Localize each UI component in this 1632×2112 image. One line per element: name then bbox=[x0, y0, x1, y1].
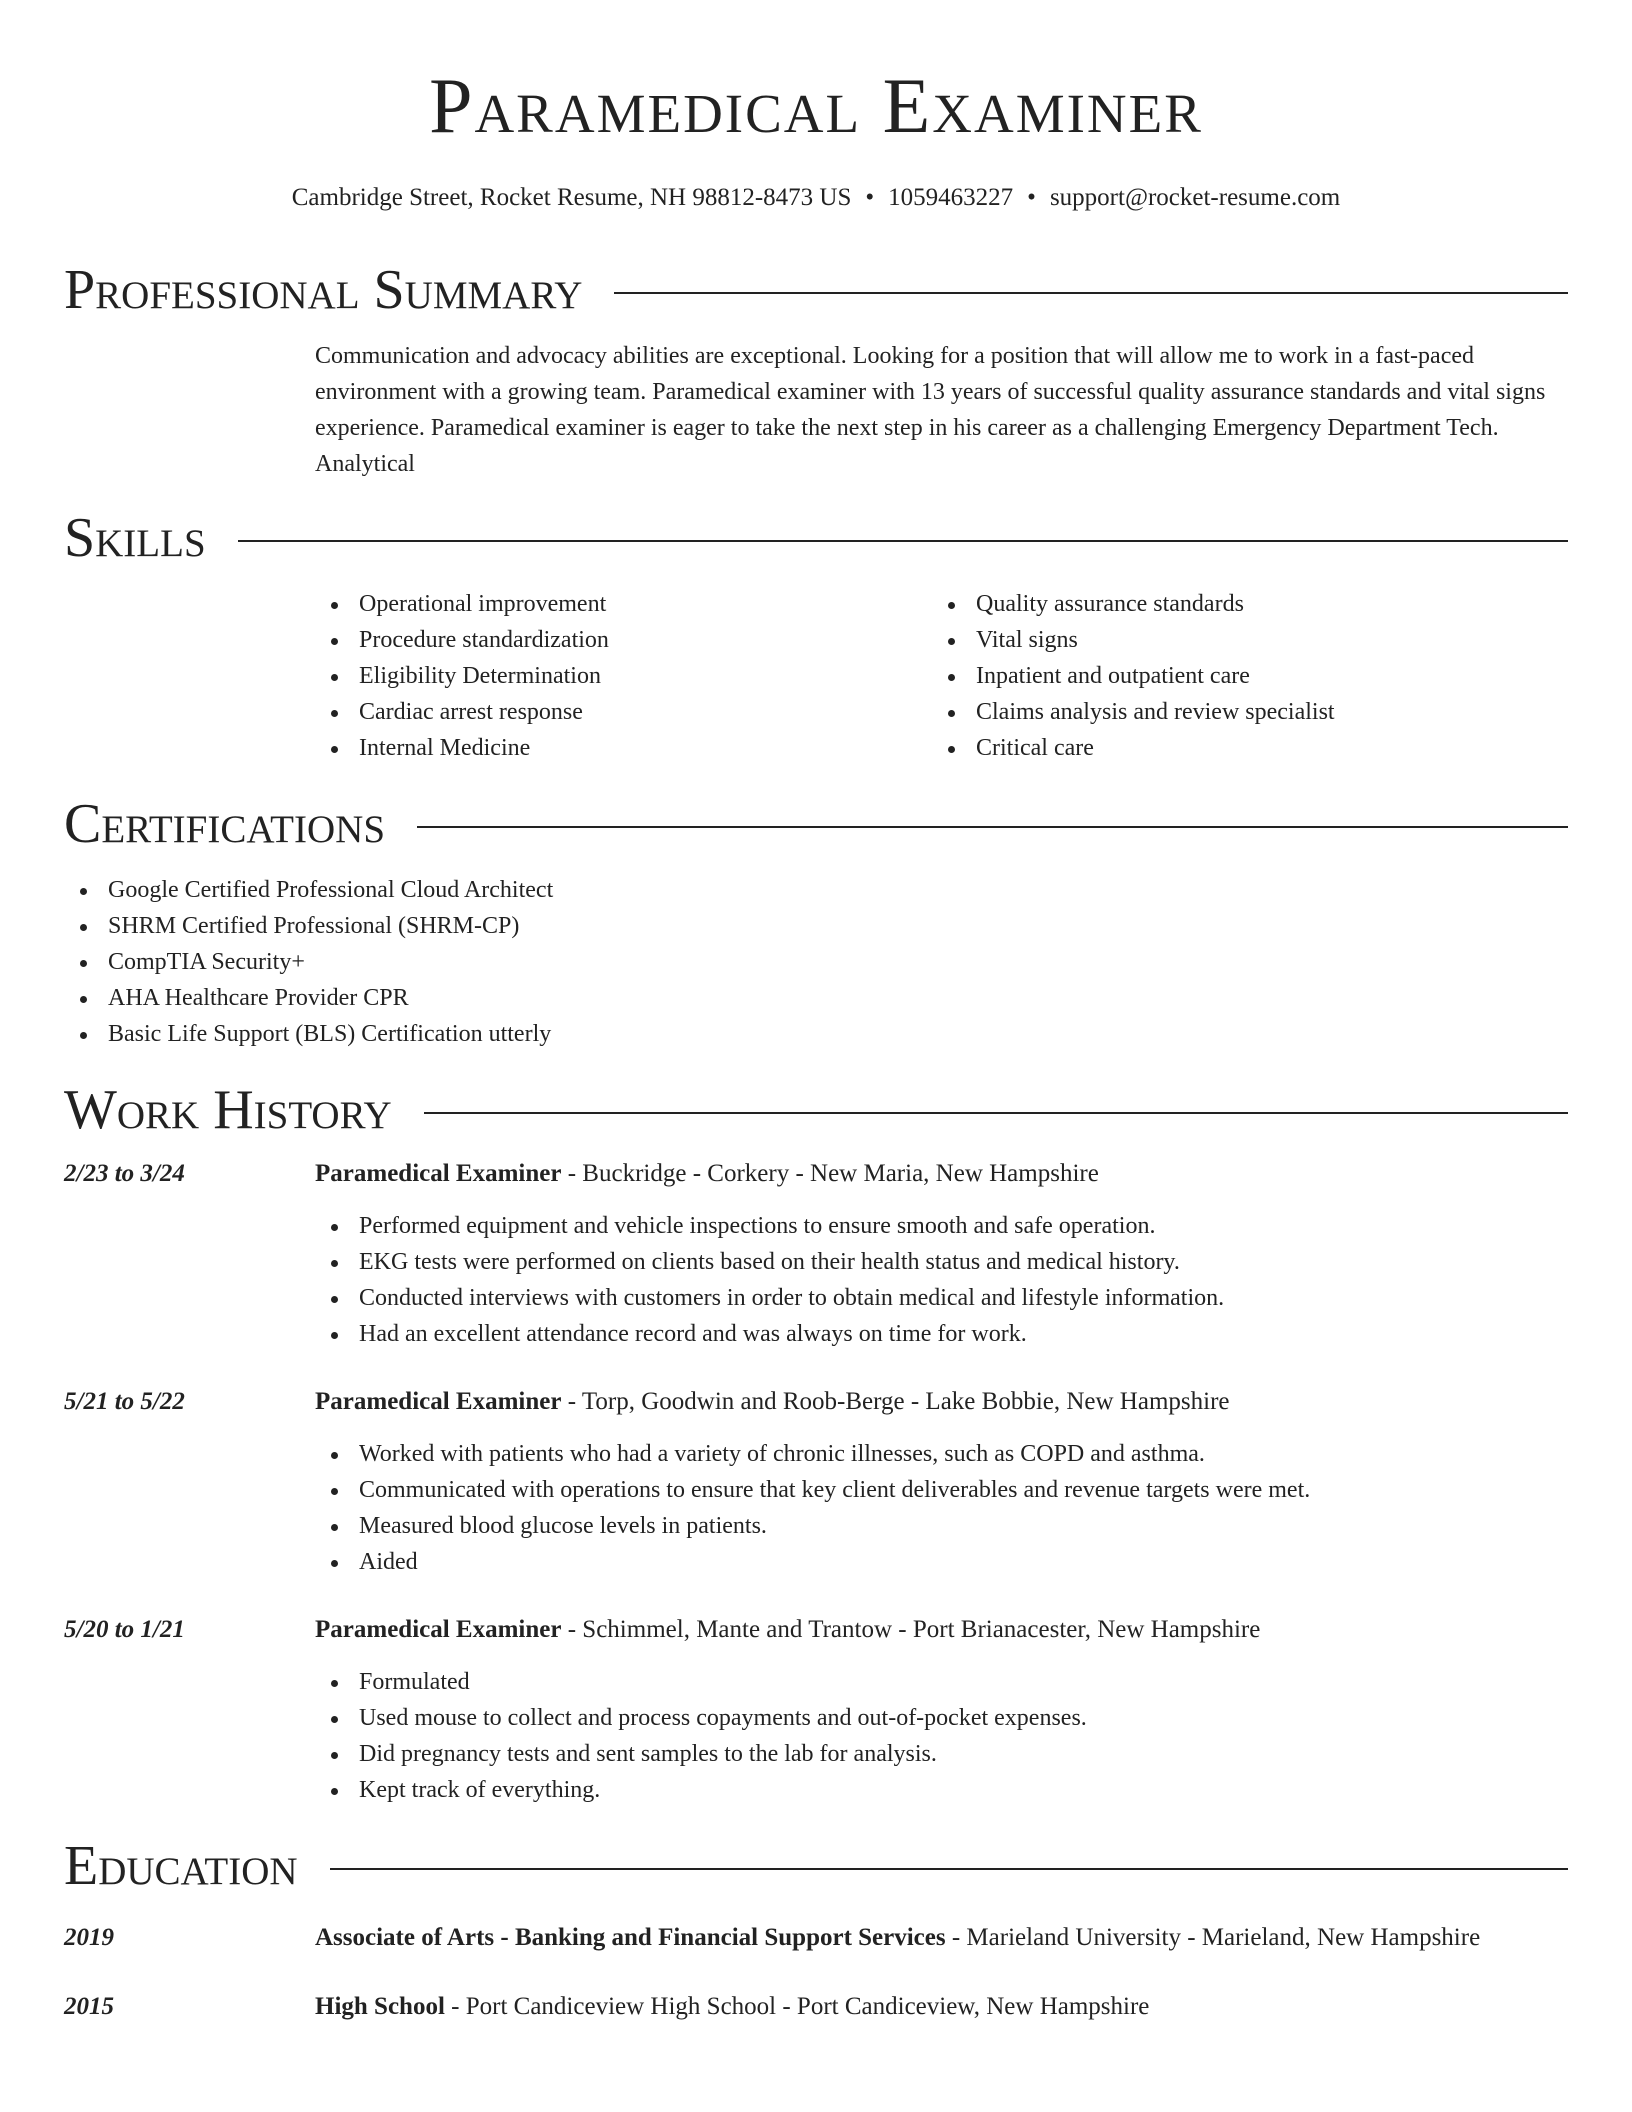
job-duty: EKG tests were performed on clients based on their health status and medical history. bbox=[315, 1244, 1568, 1280]
job-duty: Worked with patients who had a variety of chronic illnesses, such as COPD and asthma. bbox=[315, 1436, 1568, 1472]
certification-item: Google Certified Professional Cloud Architect bbox=[64, 872, 1317, 908]
job-employer: - Buckridge - Corkery - New Maria, New Hampshire bbox=[561, 1160, 1099, 1187]
skill-item: Cardiac arrest response bbox=[315, 694, 932, 730]
section-divider bbox=[238, 540, 1568, 542]
certification-item: Basic Life Support (BLS) Certification utterly bbox=[64, 1016, 1317, 1052]
skill-item: Inpatient and outpatient care bbox=[932, 658, 1549, 694]
section-divider bbox=[424, 1112, 1568, 1114]
job-role: Paramedical Examiner bbox=[315, 1616, 562, 1643]
job-heading bbox=[315, 1612, 1568, 1648]
certifications-title: Certifications bbox=[64, 793, 386, 855]
work-title: Work History bbox=[64, 1079, 392, 1141]
certifications-list bbox=[64, 872, 1317, 1052]
job-duty: Formulated bbox=[315, 1664, 1568, 1700]
job-entry bbox=[64, 1156, 1568, 1352]
job-duty: Measured blood glucose levels in patients. bbox=[315, 1508, 1568, 1544]
education-heading bbox=[315, 1989, 1568, 2025]
certifications-section-header bbox=[64, 792, 1568, 856]
job-duty: Communicated with operations to ensure that key client deliverables and revenue targets were met. bbox=[315, 1472, 1568, 1508]
contact-separator: • bbox=[1027, 184, 1036, 211]
skill-item: Operational improvement bbox=[315, 586, 932, 622]
skills-section-header bbox=[64, 506, 1568, 570]
education-school: - Marieland University - Marieland, New Hampshire bbox=[945, 1924, 1481, 1951]
job-duty: Kept track of everything. bbox=[315, 1772, 1568, 1808]
skill-item: Procedure standardization bbox=[315, 622, 932, 658]
contact-line bbox=[64, 182, 1568, 214]
job-heading bbox=[315, 1156, 1568, 1192]
job-duty: Conducted interviews with customers in order to obtain medical and lifestyle information. bbox=[315, 1280, 1568, 1316]
education-entry bbox=[64, 1989, 1568, 2025]
contact-separator: • bbox=[865, 184, 875, 211]
certification-item: AHA Healthcare Provider CPR bbox=[64, 980, 1317, 1016]
section-divider bbox=[417, 826, 1568, 828]
education-heading bbox=[315, 1920, 1568, 1956]
skills-column-left bbox=[315, 586, 932, 766]
skill-item: Eligibility Determination bbox=[315, 658, 932, 694]
job-entry bbox=[64, 1384, 1568, 1580]
contact-address: Cambridge Street, Rocket Resume, NH 98812-8473 US bbox=[291, 184, 852, 211]
candidate-name: Paramedical Examiner bbox=[429, 62, 1203, 149]
work-section-header bbox=[64, 1078, 1568, 1142]
education-school: - Port Candiceview High School - Port Candiceview, New Hampshire bbox=[444, 1993, 1150, 2020]
job-duty: Performed equipment and vehicle inspections to ensure smooth and safe operation. bbox=[315, 1208, 1568, 1244]
contact-email[interactable]: support@rocket-resume.com bbox=[1049, 184, 1341, 211]
job-role: Paramedical Examiner bbox=[315, 1160, 562, 1187]
education-degree: High School bbox=[315, 1993, 445, 2020]
section-divider bbox=[330, 1868, 1568, 1870]
job-dates: 5/21 to 5/22 bbox=[64, 1388, 185, 1415]
job-employer: - Torp, Goodwin and Roob-Berge - Lake Bobbie, New Hampshire bbox=[561, 1388, 1230, 1415]
job-duties bbox=[315, 1664, 1568, 1808]
skills-list bbox=[315, 586, 1568, 766]
job-duties bbox=[315, 1436, 1568, 1580]
job-duty: Did pregnancy tests and sent samples to the lab for analysis. bbox=[315, 1736, 1568, 1772]
skill-item: Claims analysis and review specialist bbox=[932, 694, 1549, 730]
job-dates: 5/20 to 1/21 bbox=[64, 1616, 185, 1643]
summary-section-header bbox=[64, 258, 1568, 322]
job-role: Paramedical Examiner bbox=[315, 1388, 562, 1415]
education-entry bbox=[64, 1920, 1568, 1956]
skill-item: Vital signs bbox=[932, 622, 1549, 658]
education-year: 2015 bbox=[64, 1993, 114, 2020]
education-year: 2019 bbox=[64, 1924, 114, 1951]
skill-item: Critical care bbox=[932, 730, 1549, 766]
job-duty: Had an excellent attendance record and was always on time for work. bbox=[315, 1316, 1568, 1352]
job-dates: 2/23 to 3/24 bbox=[64, 1160, 185, 1187]
job-duties bbox=[315, 1208, 1568, 1352]
skill-item: Quality assurance standards bbox=[932, 586, 1549, 622]
job-entry bbox=[64, 1612, 1568, 1808]
certification-item: SHRM Certified Professional (SHRM-CP) bbox=[64, 908, 1317, 944]
skills-column-right bbox=[932, 586, 1549, 766]
summary-title: Professional Summary bbox=[64, 259, 583, 321]
education-section-header bbox=[64, 1834, 1568, 1898]
education-degree: Associate of Arts - Banking and Financial Support Services bbox=[315, 1924, 946, 1951]
summary-text: Communication and advocacy abilities are exceptional. Looking for a position that will allow me to work in a fast-paced environment with a growing team. Paramedical examiner with 13 years of successful quality assurance standards and vital signs experience. Paramedical examiner is eager to take the next step in his career as a challenging Emergency Department Tech. Analytical bbox=[315, 343, 1546, 477]
section-divider bbox=[614, 292, 1568, 294]
skill-item: Internal Medicine bbox=[315, 730, 932, 766]
skills-title: Skills bbox=[64, 507, 206, 569]
education-title: Education bbox=[64, 1835, 298, 1897]
job-heading bbox=[315, 1384, 1568, 1420]
job-duty: Used mouse to collect and process copayments and out-of-pocket expenses. bbox=[315, 1700, 1568, 1736]
job-duty: Aided bbox=[315, 1544, 1568, 1580]
job-employer: - Schimmel, Mante and Trantow - Port Brianacester, New Hampshire bbox=[561, 1616, 1261, 1643]
certification-item: CompTIA Security+ bbox=[64, 944, 1317, 980]
contact-phone: 1059463227 bbox=[888, 184, 1014, 211]
resume-page bbox=[64, 0, 1568, 2025]
